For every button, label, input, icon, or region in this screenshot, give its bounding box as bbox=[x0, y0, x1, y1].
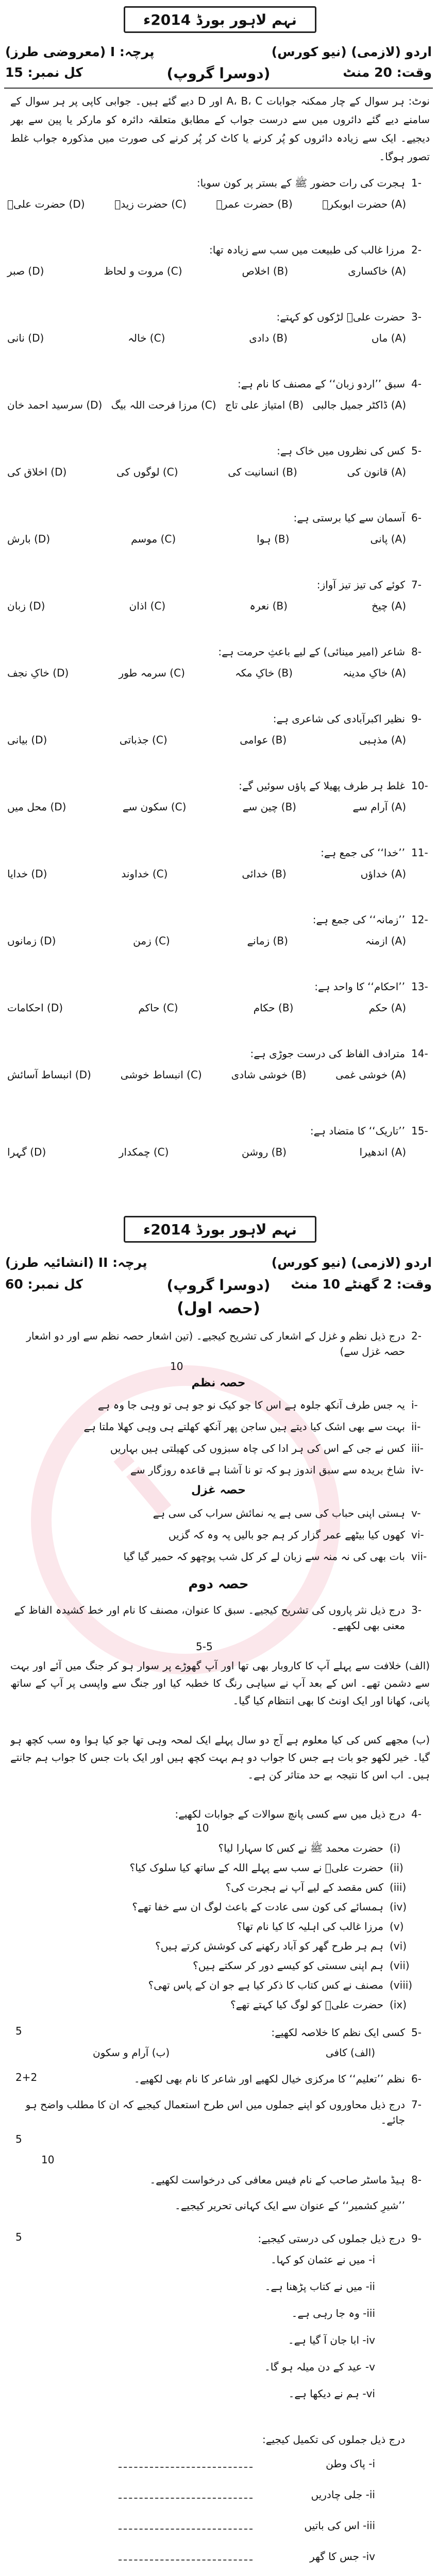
item-number: (iii) bbox=[390, 1881, 407, 1893]
option-a: (A) چیخ bbox=[372, 600, 406, 612]
question-text: ہجرت کی رات حضور ﷺ کے بستر پر کون سویا: bbox=[196, 177, 405, 189]
verse-text: بات بھی کی نہ منہ سے زبان لے کر کل شب پوچھو کہ حمیر گیا گیا bbox=[123, 1550, 405, 1563]
option-d: (D) خدایا bbox=[7, 868, 47, 880]
option-c: (C) حضرت زیدؓ bbox=[114, 198, 187, 210]
item-number: (i) bbox=[390, 1842, 401, 1854]
q9: 9- درج ذیل جملوں کی درستی کیجیے: bbox=[258, 2232, 422, 2245]
q4-item bbox=[10, 1997, 416, 2014]
item-text: حضرت علیؓ کو لوگ کیا کہتے تھے؟ bbox=[230, 1998, 383, 2011]
blank-line bbox=[119, 2529, 253, 2530]
q10-sentence: ii- جلی چادریں bbox=[311, 2488, 375, 2501]
paper2-time: وقت: 2 گھنٹے 10 منٹ bbox=[291, 1277, 432, 1292]
option-b: (B) عوامی bbox=[240, 734, 287, 746]
question-12 bbox=[10, 912, 430, 929]
question-number: 9- bbox=[411, 713, 422, 725]
option-a: (A) قانون کی bbox=[347, 466, 406, 478]
option-a: (A) ماں bbox=[371, 332, 406, 344]
option-a: (A) خاکِ مدینہ bbox=[343, 667, 406, 679]
q9-sentence: vi- ہم نے دیکھا ہے۔ bbox=[288, 2387, 375, 2400]
option-d: (D) زبان bbox=[7, 600, 45, 612]
question-11 bbox=[10, 845, 430, 862]
q4-item bbox=[10, 1840, 416, 1858]
option-b: (B) خوشی شادی bbox=[231, 1069, 307, 1081]
ghazal-verse bbox=[10, 1505, 430, 1523]
paper1-time: وقت: 20 منٹ bbox=[343, 65, 432, 80]
q8: 8- ہیڈ ماسٹر صاحب کے نام فیس معافی کی درخواست لکھیے۔ bbox=[149, 2174, 422, 2186]
option-b: (B) زمانے bbox=[247, 935, 288, 947]
question-2 bbox=[10, 242, 430, 260]
question-number: 10- bbox=[411, 779, 428, 792]
q9-sentence: ii- میں نے کتاب پڑھنا ہے۔ bbox=[264, 2280, 375, 2293]
question-number: 3- bbox=[411, 311, 422, 323]
q5-option-b: (ب) آرام و سکون bbox=[93, 2046, 170, 2059]
question-1-options bbox=[7, 198, 406, 210]
q9-sentence: iv- ابا جان آ گیا ہے۔ bbox=[288, 2334, 375, 2346]
paper1-subject: اردو (لازمی) (نیو کورس) bbox=[271, 44, 432, 59]
question-14 bbox=[10, 1046, 430, 1063]
paper1-group: (دوسرا گروپ) bbox=[166, 65, 271, 82]
q4-item bbox=[10, 1899, 416, 1917]
question-12-options bbox=[7, 935, 406, 947]
q4-item bbox=[10, 1977, 416, 1995]
question-6-options bbox=[7, 533, 406, 545]
verse-text: کس نے جی کے اس کی ہر ادا کی چاہ سبزوں کی کھیلتی ہیں بہاریں bbox=[110, 1442, 405, 1454]
verse-number: i- bbox=[411, 1399, 418, 1411]
question-text: کس کی نظروں میں خاک ہے: bbox=[277, 445, 405, 457]
question-4-options bbox=[7, 399, 406, 411]
verse-number: vi- bbox=[411, 1529, 424, 1541]
verse-text: یہ جس طرف آنکھ جلوہ ہے اس کا جو کیک نو جو ہی تو وہی جا وہ ہے bbox=[97, 1399, 405, 1411]
q3-part-b: (ب) مجھے کس کی کیا معلوم ہے آج دو سال پہلے ایک لمحہ وہی تھا جو کیا ہوا وہ سب کچھ ہو گیا۔ خیر لکھو جو بات ہے جس کا جواب دو ہم بہت کچھ ہیں اور ایک بات جس کا جواب ہم جانتے ہیں۔ اب اس کا نتیجہ بے حد متاثر کن ہے۔ bbox=[10, 1734, 430, 1781]
q2: 2- درج ذیل نظم و غزل کے اشعار کی تشریح کیجیے۔ (تین اشعار حصہ نظم سے اور دو اشعار حصہ غزل سے) bbox=[26, 1330, 422, 1358]
question-text: شاعر (امیر مینائی) کے لیے باعثِ حرمت ہے: bbox=[218, 646, 405, 658]
option-c: (C) حاکم bbox=[138, 1002, 178, 1014]
question-2-options bbox=[7, 265, 406, 277]
q4-item bbox=[10, 1919, 416, 1936]
q10-sentence: i- پاک وطن bbox=[326, 2458, 375, 2470]
option-b: (B) انسانیت کی bbox=[228, 466, 297, 478]
nazm-verse bbox=[10, 1440, 430, 1458]
option-c: (C) اذان bbox=[129, 600, 166, 612]
item-text: مرزا غالب کی اہلیہ کا کیا نام تھا؟ bbox=[237, 1920, 383, 1933]
option-b: (B) اخلاص bbox=[242, 265, 289, 277]
question-number: 4- bbox=[411, 378, 422, 390]
blank-line bbox=[119, 2498, 253, 2499]
question-text: سبق ’’اردو زبان‘‘ کے مصنف کا نام ہے: bbox=[237, 378, 405, 390]
q6-marks: 2+2 bbox=[15, 2071, 38, 2083]
question-14-options bbox=[7, 1069, 406, 1081]
question-7 bbox=[10, 577, 430, 595]
nazm-verse bbox=[10, 1419, 430, 1436]
blank-line bbox=[119, 2560, 253, 2561]
paper1-header-row2 bbox=[5, 65, 432, 82]
item-number: (viii) bbox=[390, 1979, 413, 1991]
option-d: (D) اخلاق کی bbox=[7, 466, 67, 478]
verse-text: کھوں کیا بیٹھے عمر گزار کر ہم جو بالیں پہ وہ کہ گزیں bbox=[168, 1529, 405, 1541]
option-d: (D) صبر bbox=[7, 265, 44, 277]
q5-marks: 5 bbox=[15, 2025, 22, 2037]
item-text: ہم ہر طرح گھر کو آباد رکھنے کی کوشش کرتے ہیں؟ bbox=[155, 1940, 383, 1952]
paper1-instructions: نوٹ: ہر سوال کے چار ممکنہ جوابات A، B، C اور D دیے گئے ہیں۔ جوابی کاپی پر ہر سوال کے سامنے دیے گئے دائروں میں سے درست جواب کے مطابق متعلقہ دائرہ کو مارکر یا پین سے بھر دیجیے۔ ایک سے زیادہ دائروں کو پُر کرنے یا کاٹ کر پُر کرنے کی صورت میں مذکورہ جواب غلط تصور ہوگا۔ bbox=[10, 95, 430, 163]
item-text: کس مقصد کے لیے آپ نے ہجرت کی؟ bbox=[225, 1881, 383, 1893]
question-5-options bbox=[7, 466, 406, 478]
question-15 bbox=[10, 1123, 430, 1141]
question-text: مرزا غالب کی طبیعت میں سب سے زیادہ تھا: bbox=[209, 244, 405, 256]
question-text: مترادف الفاظ کی درست جوڑی ہے: bbox=[250, 1047, 405, 1060]
item-number: (v) bbox=[390, 1920, 404, 1933]
option-a: (A) پانی bbox=[370, 533, 406, 545]
q9-sentence: i- میں نے عثمان کو کہا۔ bbox=[270, 2253, 375, 2266]
q4-item bbox=[10, 1958, 416, 1975]
question-text: غلط ہر طرف پھیلا کے پاؤں سوئیں گے: bbox=[239, 779, 405, 792]
q3-part-a: (الف) خلافت سے پہلے آپ کا کاروبار بھی تھا اور آپ گھوڑے پر سوار ہو کر جنگ میں آئے اور بہت سے دشمن تھے۔ اس کے بعد آپ نے سیاہی رنگ کا خطبہ کیا اور جنگ سے واپسی پر آپ کے ساتھ پانی، کھانا اور ایک اونٹ کا بھی انتظام کیا گیا۔ bbox=[10, 1659, 430, 1707]
question-text: ’’زمانہ‘‘ کی جمع ہے: bbox=[312, 913, 405, 926]
verse-number: iii- bbox=[411, 1442, 424, 1454]
question-5 bbox=[10, 443, 430, 461]
verse-text: ہستی اپنی حباب کی سی ہے یہ نمائش سراب کی سی ہے bbox=[153, 1507, 405, 1519]
question-3 bbox=[10, 309, 430, 327]
option-b: (B) حضرت عمرؓ bbox=[216, 198, 293, 210]
paper1-header-row1 bbox=[5, 44, 432, 62]
question-number: 8- bbox=[411, 646, 422, 658]
question-9 bbox=[10, 711, 430, 728]
verse-number: vii- bbox=[411, 1550, 427, 1563]
question-1 bbox=[10, 175, 430, 193]
paper2-header-row2 bbox=[5, 1277, 432, 1294]
item-number: (vii) bbox=[390, 1959, 410, 1972]
option-d: (D) حضرت علیؓ bbox=[7, 198, 85, 210]
option-a: (A) مذہبی bbox=[359, 734, 406, 746]
option-a: (A) حضرت ابوبکرؓ bbox=[322, 198, 406, 210]
q9-sentence: v- عید کے دن میلہ ہو گا۔ bbox=[264, 2361, 375, 2373]
question-number: 2- bbox=[411, 244, 422, 256]
item-number: (iv) bbox=[390, 1901, 407, 1913]
option-c: (C) مروت و لحاظ bbox=[104, 265, 182, 277]
option-d: (D) زمانوں bbox=[7, 935, 56, 947]
q4-item bbox=[10, 1879, 416, 1897]
question-15-options bbox=[7, 1146, 406, 1158]
nazm-verse bbox=[10, 1397, 430, 1415]
option-b: (B) خدائی bbox=[242, 868, 287, 880]
question-9-options bbox=[7, 734, 406, 746]
option-b: (B) ہوا bbox=[257, 533, 290, 545]
option-b: (B) روشن bbox=[241, 1146, 287, 1158]
option-c: (C) انبساط خوشی bbox=[120, 1069, 202, 1081]
question-6 bbox=[10, 510, 430, 528]
option-c: (C) خداوند bbox=[121, 868, 168, 880]
paper2-paper-type: پرچہ: II (انشائیہ طرز) bbox=[5, 1255, 147, 1270]
q7-marks: 5 bbox=[15, 2133, 22, 2145]
question-number: 14- bbox=[411, 1047, 428, 1060]
item-text: ہمسائے کی کون سی عادت کے باعث لوگ ان سے خفا تھے؟ bbox=[132, 1901, 383, 1913]
option-c: (C) مرزا فرحت اللہ بیگ bbox=[111, 399, 216, 411]
paper2-part: (حصہ اول) bbox=[177, 1299, 260, 1317]
option-b: (B) دادی bbox=[249, 332, 288, 344]
ghazal-verse bbox=[10, 1549, 430, 1566]
question-number: 12- bbox=[411, 913, 428, 926]
q4-item bbox=[10, 1938, 416, 1956]
nazm-verse bbox=[10, 1462, 430, 1480]
option-c: (C) خالہ bbox=[128, 332, 165, 344]
option-b: (B) امتیاز علی تاج bbox=[225, 399, 304, 411]
item-number: (vi) bbox=[390, 1940, 407, 1952]
q9-marks: 5 bbox=[15, 2231, 22, 2243]
option-b: (B) حکام bbox=[253, 1002, 294, 1014]
watermark-letter: i bbox=[98, 1434, 192, 1538]
option-a: (A) اندھیرا bbox=[359, 1146, 406, 1158]
option-a: (A) خاکساری bbox=[348, 265, 406, 277]
verse-number: v- bbox=[411, 1507, 421, 1519]
blank-line bbox=[119, 2467, 253, 2468]
verse-text: بہت سے بھی اشک کیا دیتے ہیں ساجن پھر آنکھ کھلتے ہی وہی کھلا ملتا ہے bbox=[83, 1420, 405, 1433]
q4: 4- درج ذیل میں سے کسی پانچ سوالات کے جوابات لکھیے: bbox=[175, 1808, 422, 1820]
option-c: (C) سکون سے bbox=[122, 801, 187, 813]
q5-option-a: (الف) کافی bbox=[325, 2046, 375, 2059]
question-number: 11- bbox=[411, 846, 428, 859]
question-3-options bbox=[7, 332, 406, 344]
question-text: ’’تاریک‘‘ کا متضاد ہے: bbox=[310, 1125, 405, 1137]
option-d: (D) گہرا bbox=[7, 1146, 46, 1158]
question-number: 5- bbox=[411, 445, 422, 457]
question-text: ’’خدا‘‘ کی جمع ہے: bbox=[321, 846, 405, 859]
q4-item bbox=[10, 1860, 416, 1877]
ghazal-heading: حصہ غزل bbox=[191, 1484, 246, 1497]
question-4 bbox=[10, 376, 430, 394]
q10: درج ذیل جملوں کی تکمیل کیجیے: bbox=[262, 2433, 405, 2446]
question-text: کوئے کی تیز تیز آواز: bbox=[316, 579, 405, 591]
item-text: مصنف نے کس کتاب کا ذکر کیا ہے جو ان کے پاس تھی؟ bbox=[148, 1979, 383, 1991]
option-c: (C) جذباتی bbox=[119, 734, 167, 746]
option-d: (D) محل میں bbox=[7, 801, 66, 813]
option-b: (B) نعرہ bbox=[249, 600, 288, 612]
q8-marks: 10 bbox=[41, 2154, 55, 2166]
option-d: (D) بارش bbox=[7, 533, 51, 545]
verse-number: ii- bbox=[411, 1420, 421, 1433]
q3-marks: 5-5 bbox=[196, 1640, 213, 1653]
option-b: (B) خاکِ مکہ bbox=[235, 667, 293, 679]
paper1-paper-type: پرچہ: I (معروضی طرز) bbox=[5, 44, 155, 59]
q10-sentence: iv- جس کا گھر bbox=[310, 2550, 375, 2563]
question-7-options bbox=[7, 600, 406, 612]
item-text: حضرت محمد ﷺ نے کس کا سہارا لیا؟ bbox=[218, 1842, 383, 1854]
question-text: ’’احکام‘‘ کا واحد ہے: bbox=[314, 980, 405, 993]
question-8-options bbox=[7, 667, 406, 679]
option-c: (C) سرمہ طور bbox=[119, 667, 185, 679]
nazm-heading: حصہ نظم bbox=[191, 1377, 246, 1389]
question-13-options bbox=[7, 1002, 406, 1014]
item-number: (ii) bbox=[390, 1861, 404, 1874]
option-d: (D) بیانی bbox=[7, 734, 47, 746]
option-a: (A) خوشی غمی bbox=[335, 1069, 406, 1081]
option-c: (C) لوگوں کی bbox=[116, 466, 178, 478]
option-b: (B) چین سے bbox=[242, 801, 296, 813]
paper2-group: (دوسرا گروپ) bbox=[166, 1277, 271, 1294]
question-11-options bbox=[7, 868, 406, 880]
option-c: (C) چمکدار bbox=[119, 1146, 169, 1158]
item-text: حضرت علیؓ نے سب سے پہلے اللہ کے ساتھ کیا سلوک کیا؟ bbox=[129, 1861, 383, 1874]
option-c: (C) زمن bbox=[133, 935, 170, 947]
verse-text: شاخ بریدہ سے سبق اندوز ہو کہ تو نا آشنا ہے قاعدہ روزگار سے bbox=[130, 1464, 405, 1476]
q2-marks: 10 bbox=[170, 1360, 183, 1372]
option-a: (A) خداؤں bbox=[360, 868, 406, 880]
question-number: 1- bbox=[411, 177, 422, 189]
option-d: (D) خاکِ نجف bbox=[7, 667, 69, 679]
option-d: (D) سرسید احمد خان bbox=[7, 399, 103, 411]
paper2-title: نہم لاہور بورڈ 2014ء bbox=[124, 1216, 316, 1243]
q4-marks: 10 bbox=[196, 1822, 209, 1834]
q3: 3- درج ذیل نثر پاروں کی تشریح کیجیے۔ سبق کا عنوان، مصنف کا نام اور خط کشیدہ الفاظ کے معنی بھی لکھیے۔ bbox=[14, 1604, 422, 1632]
q5-options bbox=[93, 2046, 375, 2059]
option-d: (D) انبساط آسائش bbox=[7, 1069, 91, 1081]
item-text: ہم اپنی سستی کو کیسے دور کر سکتے ہیں؟ bbox=[193, 1959, 383, 1972]
option-d: (D) نانی bbox=[7, 332, 44, 344]
question-number: 7- bbox=[411, 579, 422, 591]
question-number: 6- bbox=[411, 512, 422, 524]
q5: 5- کسی ایک نظم کا خلاصہ لکھیے: bbox=[271, 2026, 422, 2039]
question-10-options bbox=[7, 801, 406, 813]
q6: 6- نظم ’’تعلیم‘‘ کا مرکزی خیال لکھیے اور شاعر کا نام بھی لکھیے۔ bbox=[133, 2073, 422, 2085]
section2-heading: حصہ دوم bbox=[188, 1577, 249, 1592]
paper2-subject: اردو (لازمی) (نیو کورس) bbox=[271, 1255, 432, 1270]
q10-sentence: iii- اس کی باتیں bbox=[304, 2519, 375, 2532]
option-a: (A) حکم bbox=[368, 1002, 406, 1014]
question-text: حضرت علیؓ لڑکوں کو کہتے: bbox=[276, 311, 405, 323]
paper2-header-row1 bbox=[5, 1255, 432, 1273]
paper1-marks: کل نمبر: 15 bbox=[5, 65, 83, 80]
paper2-marks: کل نمبر: 60 bbox=[5, 1277, 83, 1292]
question-text: نظیر اکبرآبادی کی شاعری ہے: bbox=[273, 713, 405, 725]
option-a: (A) ڈاکٹر جمیل جالبی bbox=[312, 399, 406, 411]
question-8 bbox=[10, 644, 430, 662]
question-10 bbox=[10, 778, 430, 795]
paper1-title: نہم لاہور بورڈ 2014ء bbox=[124, 6, 316, 33]
option-a: (A) ازمنہ bbox=[365, 935, 406, 947]
q8-alt: ’’شیرِ کشمیر‘‘ کے عنوان سے ایک کہانی تحریر کیجیے۔ bbox=[174, 2199, 405, 2212]
option-a: (A) آرام سے bbox=[352, 801, 406, 813]
verse-number: iv- bbox=[411, 1464, 424, 1476]
item-number: (ix) bbox=[390, 1998, 407, 2011]
divider bbox=[4, 88, 433, 89]
question-text: آسمان سے کیا برستی ہے: bbox=[293, 512, 405, 524]
option-d: (D) احکامات bbox=[7, 1002, 63, 1014]
option-c: (C) موسم bbox=[131, 533, 176, 545]
ghazal-verse bbox=[10, 1527, 430, 1545]
question-13 bbox=[10, 979, 430, 996]
q9-sentence: iii- وہ جا رہی ہے۔ bbox=[291, 2307, 375, 2319]
q7: 7- درج ذیل محاوروں کو اپنے جملوں میں اس طرح استعمال کیجیے کہ ان کا مطلب واضح ہو جائے۔ bbox=[25, 2098, 422, 2126]
question-number: 15- bbox=[411, 1125, 428, 1137]
question-number: 13- bbox=[411, 980, 428, 993]
